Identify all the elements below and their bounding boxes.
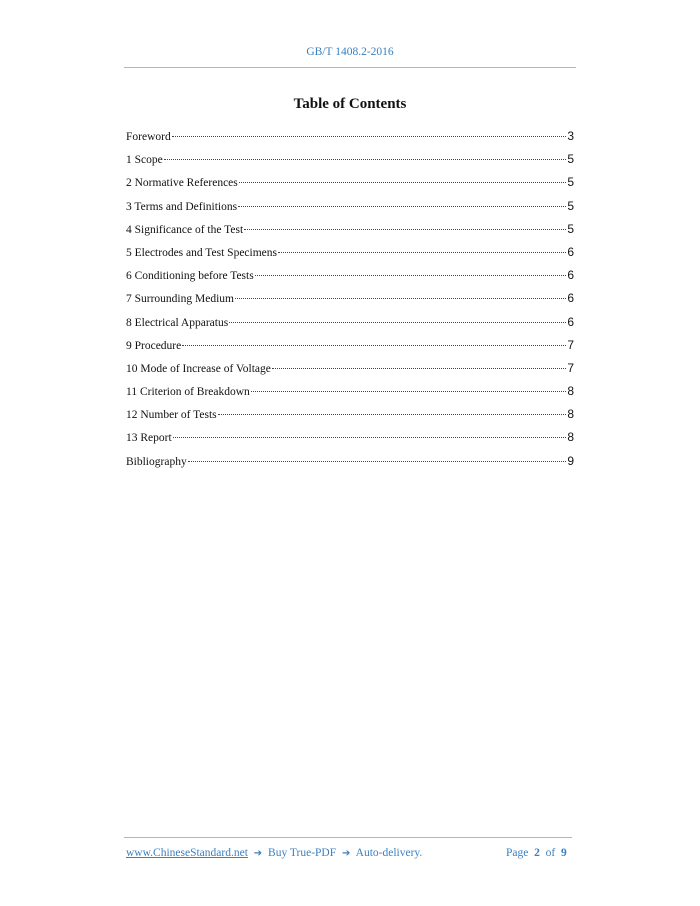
of-word: of — [545, 847, 556, 859]
page-indicator — [506, 847, 567, 859]
website-link[interactable]: www.ChineseStandard.net — [126, 847, 248, 859]
toc-entry-page-number: 6 — [567, 244, 574, 259]
toc-dot-leader — [173, 437, 567, 438]
buy-true-pdf-text: Buy True-PDF — [268, 847, 337, 859]
toc-entry-page-number: 6 — [567, 291, 574, 306]
toc-entry-label: 9 Procedure — [126, 339, 182, 352]
toc-entry[interactable] — [126, 337, 574, 360]
toc-entry[interactable] — [126, 267, 574, 290]
toc-entry[interactable] — [126, 198, 574, 221]
toc-dot-leader — [239, 182, 567, 183]
toc-entry[interactable] — [126, 383, 574, 406]
toc-dot-leader — [244, 229, 566, 230]
toc-entry[interactable] — [126, 429, 574, 452]
toc-entry-page-number: 8 — [567, 384, 574, 399]
toc-dot-leader — [278, 252, 566, 253]
auto-delivery-text: Auto-delivery. — [355, 847, 423, 859]
toc-dot-leader — [235, 298, 566, 299]
toc-dot-leader — [255, 275, 567, 276]
toc-dot-leader — [182, 345, 566, 346]
toc-entry[interactable] — [126, 406, 574, 429]
toc-entry[interactable] — [126, 453, 574, 476]
toc-entry[interactable] — [126, 151, 574, 174]
right-arrow-icon: ➔ — [342, 848, 351, 859]
footer-divider — [124, 837, 572, 838]
toc-entry-page-number: 7 — [567, 360, 574, 375]
toc-entry-page-number: 8 — [567, 407, 574, 422]
toc-entry[interactable] — [126, 290, 574, 313]
toc-entry-page-number: 8 — [567, 430, 574, 445]
toc-entry-label: 6 Conditioning before Tests — [126, 270, 254, 283]
toc-entry-label: 4 Significance of the Test — [126, 223, 244, 236]
right-arrow-icon: ➔ — [253, 848, 263, 859]
toc-entry-label: 1 Scope — [126, 154, 163, 167]
document-code: GB/T 1408.2-2016 — [306, 46, 394, 58]
page-current: 2 — [534, 847, 540, 859]
toc-entry-page-number: 5 — [567, 221, 574, 236]
toc-entry[interactable] — [126, 360, 574, 383]
toc-entry-label: Bibliography — [126, 455, 187, 468]
toc-entry-label: 10 Mode of Increase of Voltage — [126, 362, 271, 375]
toc-dot-leader — [218, 414, 567, 415]
toc-entry-page-number: 7 — [567, 337, 574, 352]
toc-entry[interactable] — [126, 174, 574, 197]
toc-entry[interactable] — [126, 244, 574, 267]
toc-entry[interactable] — [126, 128, 574, 151]
toc-entry-label: 5 Electrodes and Test Specimens — [126, 246, 277, 259]
page-total: 9 — [560, 847, 567, 859]
toc-entry-label: 8 Electrical Apparatus — [126, 316, 229, 329]
toc-dot-leader — [251, 391, 567, 392]
toc-entry-label: 3 Terms and Definitions — [126, 200, 238, 213]
header-divider — [124, 67, 576, 68]
toc-entry-label: 13 Report — [126, 432, 172, 445]
toc-entry-label: 12 Number of Tests — [126, 409, 217, 422]
toc-entry-label: 11 Criterion of Breakdown — [126, 386, 250, 399]
toc-entry-label: 7 Surrounding Medium — [126, 293, 234, 306]
toc-dot-leader — [172, 136, 567, 137]
toc-dot-leader — [229, 322, 566, 323]
toc-entry-page-number: 5 — [567, 175, 574, 190]
toc-dot-leader — [164, 159, 567, 160]
toc-dot-leader — [188, 461, 567, 462]
toc-entry-label: 2 Normative References — [126, 177, 238, 190]
toc-entry-page-number: 6 — [567, 314, 574, 329]
toc-entry-page-number: 5 — [567, 152, 574, 167]
toc-entry[interactable] — [126, 314, 574, 337]
toc-entry-page-number: 3 — [567, 129, 574, 143]
page-word: Page — [506, 847, 529, 859]
toc-entry-label: Foreword — [126, 131, 171, 143]
toc-entry-page-number: 6 — [567, 268, 574, 283]
toc-entry-page-number: 9 — [567, 453, 574, 468]
toc-dot-leader — [238, 206, 566, 207]
toc-title: Table of Contents — [293, 96, 407, 112]
footer-promo — [126, 847, 422, 859]
table-of-contents — [126, 128, 574, 476]
document-header — [0, 46, 700, 58]
toc-dot-leader — [272, 368, 566, 369]
toc-entry[interactable] — [126, 221, 574, 244]
toc-entry-page-number: 5 — [567, 198, 574, 213]
